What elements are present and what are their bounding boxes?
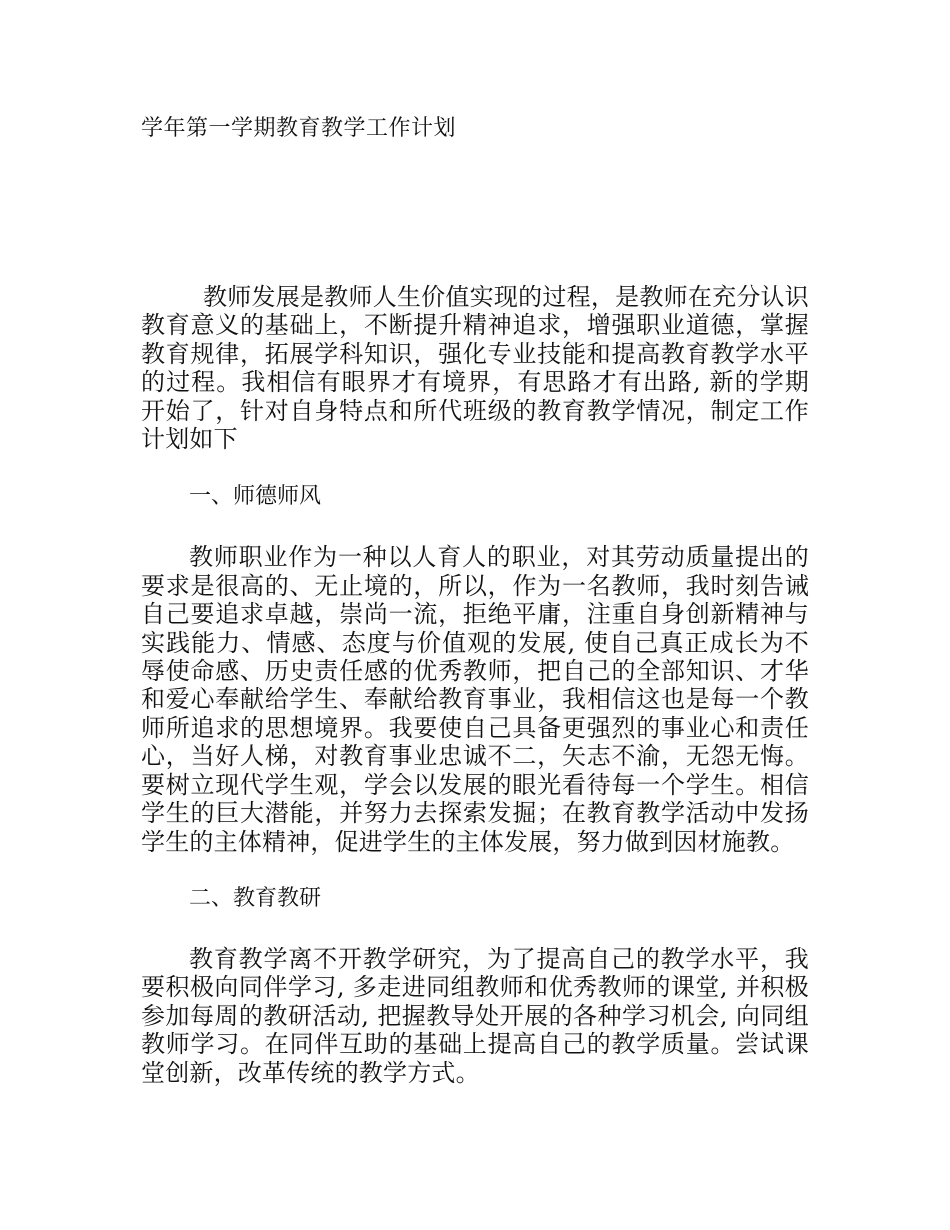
spacer xyxy=(141,856,809,884)
document-body xyxy=(141,283,809,1087)
intro-paragraph: 教师发展是教师人生价值实现的过程，是教师在充分认识教育意义的基础上，不断提升精神追求，增强职业道德，掌握教育规律，拓展学科知识，强化专业技能和提高教育教学水平的过程。我相信有眼界才有境界，有思路才有出路, 新的学期开始了，针对自身特点和所代班级的教育教学情况，制定工作计划如下 xyxy=(141,283,809,454)
spacer xyxy=(141,453,809,482)
section-heading-research: 二、教育教研 xyxy=(189,885,322,911)
spacer xyxy=(141,512,809,543)
section-body-ethics: 教师职业作为一种以人育人的职业，对其劳动质量提出的要求是很高的、无止境的，所以，作为一名教师，我时刻告诫自己要追求卓越，崇尚一流，拒绝平庸，注重自身创新精神与实践能力、情感、态度与价值观的发展, 使自己真正成长为不辱使命感、历史责任感的优秀教师，把自己的全部知识、才华和爱心奉献给学生、奉献给教育事业，我相信这也是每一个教师所追求的思想境界。我要使自己具备更强烈的事业心和责任心，当好人梯，对教育事业忠诚不二，矢志不渝，无怨无悔。要树立现代学生观，学会以发展的眼光看待每一个学生。相信学生的巨大潜能，并努力去探索发掘；在教育教学活动中发扬学生的主体精神，促进学生的主体发展，努力做到因材施教。 xyxy=(141,543,809,856)
section-heading-ethics: 一、师德师风 xyxy=(189,484,322,510)
spacer xyxy=(141,914,809,945)
document-title: 学年第一学期教育教学工作计划 xyxy=(141,116,457,141)
section-body-research: 教育教学离不开教学研究，为了提高自己的教学水平，我要积极向同伴学习, 多走进同组教师和优秀教师的课堂, 并积极参加每周的教研活动, 把握教导处开展的各种学习机会, 向同组教师学习。在同伴互助的基础上提高自己的教学质量。尝试课堂创新，改革传统的教学方式。 xyxy=(141,944,809,1087)
